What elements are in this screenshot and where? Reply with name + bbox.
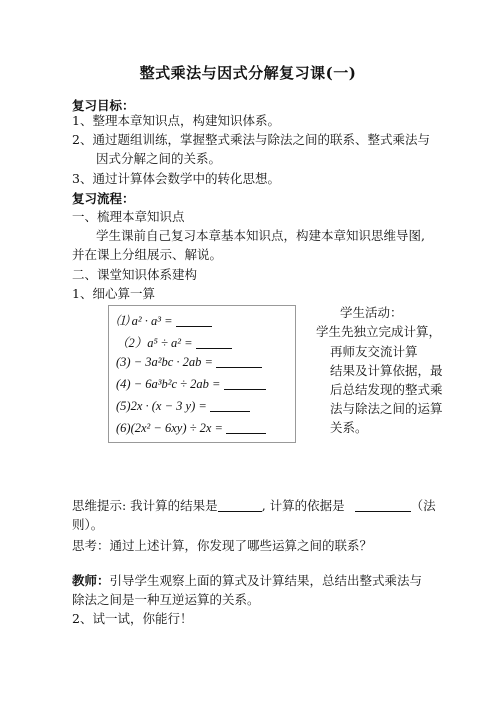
teacher-note xyxy=(72,572,422,590)
goal-item-1: 1、整理本章知识点，构建知识体系。 xyxy=(72,113,280,128)
activity-line-2: 再师友交流计算 xyxy=(330,344,418,359)
thinking-hint xyxy=(72,497,436,515)
answer-blank-5[interactable] xyxy=(210,399,250,412)
hint-text-1: 思维提示: 我计算的结果是 xyxy=(72,498,218,513)
exercise-3 xyxy=(116,355,262,370)
answer-blank-3[interactable] xyxy=(216,355,262,368)
teacher-label: 教师： xyxy=(72,573,110,588)
exercise-2 xyxy=(116,333,232,351)
teacher-text-1: 引导学生观察上面的算式及计算结果，总结出整式乘法与 xyxy=(109,573,423,588)
section-1-text-cont: 并在课上分组展示、解说。 xyxy=(72,247,223,262)
activity-line-4: 后总结发现的整式乘 xyxy=(330,382,443,397)
think-question: 思考：通过上述计算，你发现了哪些运算之间的联系？ xyxy=(72,538,373,553)
activity-line-3: 结果及计算依据，最 xyxy=(330,363,443,378)
exercise-6-text: (6)(2x² − 6xy) ÷ 2x = xyxy=(116,421,223,435)
activity-line-5: 法与除法之间的运算 xyxy=(330,401,443,416)
exercise-3-text: (3) − 3a²bc · 2ab = xyxy=(116,355,213,369)
goal-item-2: 2、通过题组训练，掌握整式乘法与除法之间的联系、整式乘法与 xyxy=(72,132,430,147)
answer-blank-2[interactable] xyxy=(196,336,232,349)
activity-title: 学生活动： xyxy=(340,305,403,320)
hint-text-2: , 计算的依据是 xyxy=(261,498,345,513)
teacher-text-cont: 除法之间是一种互逆运算的关系。 xyxy=(72,592,260,607)
exercise-5-text: (5)2x · (x − 3 y) = xyxy=(116,399,207,413)
exercise-5 xyxy=(116,399,250,414)
section-1-title: 一、梳理本章知识点 xyxy=(72,209,185,224)
exercise-1-text: ⑴ a² · a³ = xyxy=(116,314,173,328)
exercise-6 xyxy=(116,421,266,436)
goal-item-3: 3、通过计算体会数学中的转化思想。 xyxy=(72,171,280,186)
answer-blank-4[interactable] xyxy=(224,377,266,390)
goals-heading: 复习目标： xyxy=(72,98,135,113)
hint-text-3: （法 xyxy=(410,498,436,513)
exercise-4 xyxy=(116,377,266,392)
answer-blank-6[interactable] xyxy=(226,421,266,434)
page-title: 整式乘法与因式分解复习课(一) xyxy=(139,64,357,82)
subsection-2-title: 2、试一试，你能行！ xyxy=(72,611,193,626)
exercise-2-text: （2）a⁵ ÷ a² = xyxy=(116,336,193,350)
exercise-4-text: (4) − 6a³b²c ÷ 2ab = xyxy=(116,377,221,391)
process-heading: 复习流程： xyxy=(72,191,135,206)
thinking-hint-cont: 则）。 xyxy=(72,517,104,532)
goal-item-2-cont: 因式分解之间的关系。 xyxy=(96,151,222,166)
section-2-title: 二、课堂知识体系建构 xyxy=(72,267,198,282)
basis-blank[interactable] xyxy=(355,499,411,512)
exercise-1 xyxy=(116,311,212,329)
subsection-1-title: 1、细心算一算 xyxy=(72,286,155,301)
activity-line-6: 关系。 xyxy=(330,420,368,435)
result-blank[interactable] xyxy=(218,499,262,512)
section-1-text: 学生课前自己复习本章基本知识点，构建本章知识思维导图, xyxy=(96,228,425,243)
activity-line-1: 学生先独立完成计算， xyxy=(316,324,442,339)
answer-blank-1[interactable] xyxy=(176,314,212,327)
